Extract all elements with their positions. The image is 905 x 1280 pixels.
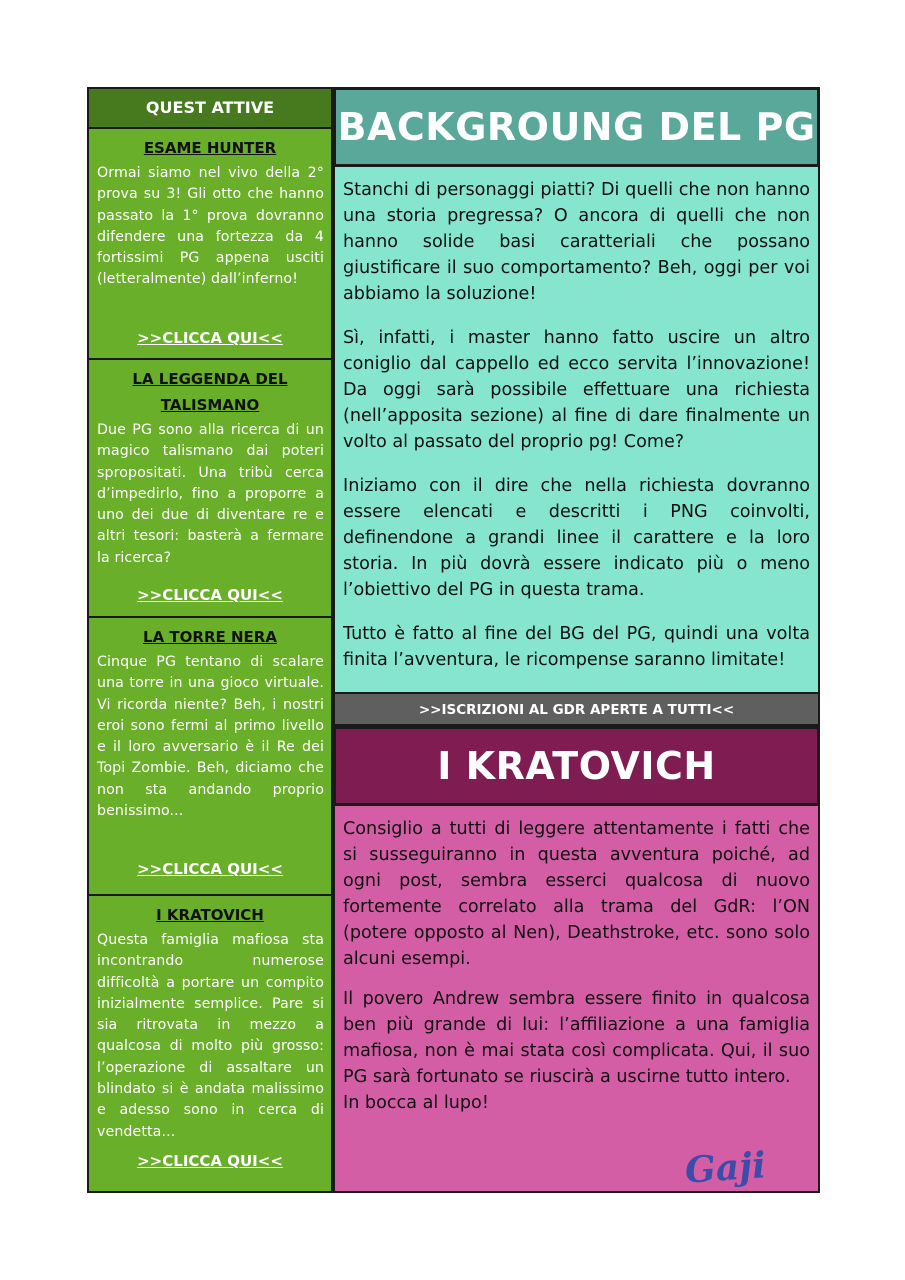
- quest-title: I KRATOVICH: [156, 906, 264, 924]
- quest-card: [89, 360, 331, 618]
- quest-link[interactable]: >>CLICCA QUI<<: [137, 329, 283, 347]
- quest-description: Questa famiglia mafiosa sta incontrando numerose difficoltà a portare un compito inizialmente semplice. Pare si sia ritrovata in mezzo a qualcosa di molto più grosso: l’operazione di assaltare un blindato si è andata malissimo e adesso sono in cerca di vendetta...: [97, 932, 324, 1140]
- kratovich-article: [333, 806, 820, 1193]
- article-paragraph: Tutto è fatto al fine del BG del PG, quindi una volta finita l’avventura, le ricompense saranno limitate!: [343, 624, 810, 670]
- article-paragraph: Il povero Andrew sembra essere finito in qualcosa ben più grande di lui: l’affiliazione a una famiglia mafiosa, non è mai stata così complicata. Qui, il suo PG sarà fortunato se riuscirà a uscirne tutto intero.: [343, 989, 810, 1087]
- quest-card: [89, 618, 331, 896]
- quest-description: Cinque PG tentano di scalare una torre in una gioco virtuale. Vi ricorda niente? Beh, i nostri eroi sono fermi al primo livello e il loro avversario è il Re dei Topi Zombie. Beh, diciamo che non sta andando proprio benissimo...: [97, 654, 324, 820]
- quest-description: Due PG sono alla ricerca di un magico talismano dai poteri spropositati. Una tribù cerca d’impedirlo, fino a proporre a uno dei due di diventare re e altri tesori: basterà a fermare la ricerca?: [97, 422, 324, 566]
- article-paragraph: Consiglio a tutti di leggere attentamente i fatti che si susseguiranno in questa avventura poiché, ad ogni post, sembra esserci qualcosa di nuovo fortemente correlato alla trama del GdR: l’ON (potere opposto al Nen), Deathstroke, etc. sono solo alcuni esempi.: [343, 819, 810, 969]
- quest-title: LA LEGGENDA DEL TALISMANO: [132, 370, 288, 414]
- quest-card: [89, 129, 331, 360]
- quest-link[interactable]: >>CLICCA QUI<<: [137, 586, 283, 604]
- article-paragraph: Iniziamo con il dire che nella richiesta dovranno essere elencati e descritti i PNG coinvolti, definendone a grandi linee il carattere e la loro storia. In più dovrà essere indicato più o meno l’obiettivo del PG in questa trama.: [343, 476, 810, 600]
- article-paragraph: Stanchi di personaggi piatti? Di quelli che non hanno una storia pregressa? O ancora di quelli che non hanno solide basi caratteriali che possano giustificare il suo comportamento? Beh, oggi per voi abbiamo la soluzione!: [343, 180, 810, 304]
- quest-card: [89, 896, 331, 1191]
- quest-description: Ormai siamo nel vivo della 2° prova su 3! Gli otto che hanno passato la 1° prova dovranno difendere una fortezza da 4 fortissimi PG appena usciti (letteralmente) dall’inferno!: [97, 165, 324, 288]
- kratovich-title: I KRATOVICH: [333, 726, 820, 806]
- author-signature: Gaji: [683, 1144, 768, 1192]
- quest-title: ESAME HUNTER: [143, 139, 277, 157]
- article-paragraph: Sì, infatti, i master hanno fatto uscire un altro coniglio dal cappello ed ecco servita l’innovazione! Da oggi sarà possibile effettuare una richiesta (nell’apposita sezione) al fine di dare finalmente un volto al passato del proprio pg! Come?: [343, 328, 810, 452]
- article-closing: In bocca al lupo!: [343, 1093, 489, 1113]
- quest-title: LA TORRE NERA: [143, 628, 277, 646]
- quest-link[interactable]: >>CLICCA QUI<<: [137, 860, 283, 878]
- background-article: [333, 167, 820, 694]
- active-quests-header: QUEST ATTIVE: [89, 89, 331, 129]
- active-quests-panel: [87, 87, 333, 1193]
- registration-banner[interactable]: >>ISCRIZIONI AL GDR APERTE A TUTTI<<: [333, 694, 820, 726]
- quest-link[interactable]: >>CLICCA QUI<<: [137, 1152, 283, 1170]
- background-title: BACKGROUNG DEL PG: [333, 87, 820, 167]
